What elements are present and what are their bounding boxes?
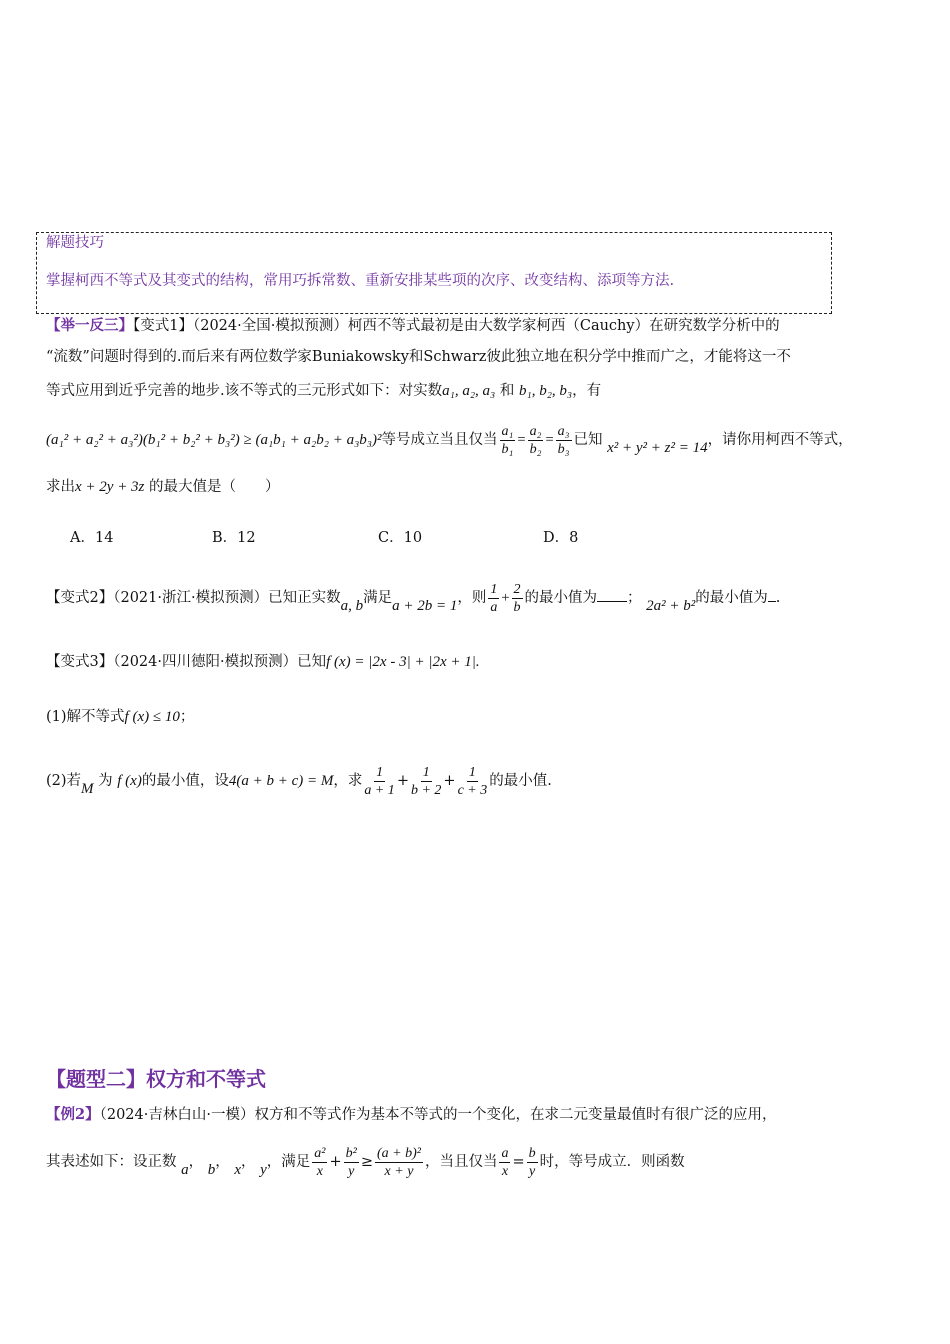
cauchy-inequality: (a₁² + a₂² + a₃²)(b₁² + b₂² + b₃²) ≥ (a₁b₁ + a₂b₂ + a₃b₃)² bbox=[46, 432, 382, 448]
fraction bbox=[488, 581, 499, 616]
v1-text: ，请你用柯西不等式， bbox=[707, 432, 853, 448]
v2-text: 的最小值为 bbox=[524, 590, 598, 606]
numerator: 1 bbox=[376, 764, 384, 780]
v3-text: (1)解不等式 bbox=[46, 709, 125, 725]
v3-part2: (2)若M 为 f (x)的最小值，设4(a + b + c) = M，求 $\frac{1}{a + 1}$ + $\frac{1}{b + 2}$ + $\frac{1}{c + 3}$ 的最小值. bbox=[46, 764, 552, 798]
numerator: a₁ bbox=[501, 423, 514, 439]
denominator: y bbox=[529, 1163, 536, 1179]
fraction bbox=[499, 1145, 510, 1180]
fraction bbox=[375, 1145, 423, 1180]
denominator: b + 2 bbox=[410, 782, 442, 798]
ex2-source: （2024·吉林白山·一模） bbox=[99, 1107, 255, 1123]
v3-label: 【变式3】 bbox=[46, 654, 114, 670]
ex2-text: ， bbox=[241, 1154, 256, 1170]
numerator: a₃ bbox=[557, 423, 570, 439]
fraction bbox=[527, 1145, 538, 1180]
math: x² + y² + z² = 14 bbox=[607, 440, 708, 456]
answer-blank[interactable] bbox=[597, 587, 627, 602]
v3-text: 已知 bbox=[297, 654, 327, 670]
math: a₁, a₂, a₃ bbox=[442, 383, 496, 399]
option-b[interactable]: B．12 bbox=[212, 530, 256, 546]
numerator: b² bbox=[345, 1145, 357, 1161]
math: a + 2b = 1 bbox=[392, 598, 458, 614]
math: 2a² + b² bbox=[646, 598, 696, 614]
v1-text: 求出 bbox=[46, 479, 75, 495]
ex2-line2: 其表述如下：设正数 a， b， x， y，满足 $\frac{\text{a²}}{x}$ + $\frac{\text{b²}}{y}$ ≥ $\frac{\text{(a + b)²}}{x + y}$ ，当且仅当 $\frac{a}{x}$ = $\frac{b}{y}$ 时，等号成立．则函数 bbox=[46, 1145, 685, 1179]
v3-text: (2)若 bbox=[46, 773, 82, 789]
fraction bbox=[500, 423, 516, 458]
denominator: x bbox=[316, 1163, 323, 1179]
v1-text: ，有 bbox=[572, 383, 602, 399]
math: x bbox=[234, 1162, 241, 1178]
tips-body: 掌握柯西不等式及其变式的结构，常用巧拆常数、重新安排某些项的次序、改变结构、添项等方法. bbox=[46, 273, 675, 289]
numerator: a² bbox=[314, 1145, 326, 1161]
numerator: b bbox=[528, 1145, 536, 1161]
v1-line4 bbox=[46, 420, 853, 460]
denominator: a + 1 bbox=[364, 782, 395, 798]
v1-text: 柯西不等式最初是由大数学家柯西（Cauchy）在研究数学分析中的 bbox=[347, 318, 780, 334]
denominator: y bbox=[348, 1163, 355, 1179]
math: y bbox=[260, 1162, 267, 1178]
numerator: (a + b)² bbox=[377, 1145, 421, 1161]
ex2-line1 bbox=[46, 1105, 776, 1125]
numerator: 1 bbox=[468, 764, 476, 780]
v2-line bbox=[46, 578, 780, 618]
ex2-text: 其表述如下：设正数 bbox=[46, 1154, 177, 1170]
denominator: b bbox=[513, 599, 521, 615]
tips-title: 解题技巧 bbox=[46, 235, 104, 251]
denominator: c + 3 bbox=[457, 782, 488, 798]
fraction bbox=[312, 1145, 327, 1180]
v1-line1 bbox=[46, 316, 780, 336]
fraction bbox=[411, 764, 441, 799]
numerator: 1 bbox=[422, 764, 430, 780]
v2-text: ； bbox=[627, 590, 642, 606]
v3-line bbox=[46, 652, 480, 672]
v2-source: （2021·浙江·模拟预测） bbox=[113, 590, 269, 606]
v3-part1 bbox=[46, 707, 194, 727]
v1-text: 等式应用到近乎完善的地步.该不等式的三元形式如下：对实数 bbox=[46, 383, 443, 399]
math: f (x) ≤ 10 bbox=[124, 709, 180, 725]
numerator: a₂ bbox=[529, 423, 542, 439]
v1-label: 【变式1】 bbox=[133, 318, 193, 334]
math: 4(a + b + c) = M bbox=[228, 773, 334, 789]
fraction bbox=[528, 423, 544, 458]
math: x + 2y + 3z bbox=[75, 479, 145, 495]
v2-text: ，则 bbox=[457, 590, 487, 606]
option-c[interactable]: C．10 bbox=[378, 530, 423, 546]
fraction bbox=[344, 1145, 359, 1180]
fraction bbox=[512, 581, 523, 616]
numerator: 1 bbox=[490, 581, 498, 597]
v3-source: （2024·四川德阳·模拟预测） bbox=[113, 654, 298, 670]
v2-text: 的最小值为 bbox=[695, 590, 768, 606]
math: b₁, b₂, b₃ bbox=[518, 383, 573, 399]
math: f (x) = |2x - 3| + |2x + 1|. bbox=[326, 654, 480, 670]
fraction bbox=[364, 764, 394, 799]
v1-text: 已知 bbox=[573, 432, 603, 448]
v1-source: （2024·全国·模拟预测） bbox=[192, 318, 348, 334]
fraction bbox=[458, 764, 488, 799]
math: ≥ bbox=[360, 1154, 373, 1170]
fraction bbox=[556, 423, 572, 458]
math: = bbox=[517, 432, 526, 448]
v3-text: 的最小值. bbox=[489, 773, 552, 789]
ex2-text: ， bbox=[215, 1154, 230, 1170]
ex2-text: ， bbox=[188, 1154, 204, 1170]
math: M bbox=[81, 781, 94, 797]
option-a[interactable]: A．14 bbox=[70, 530, 114, 546]
v3-text: ，求 bbox=[333, 773, 363, 789]
math: + bbox=[501, 590, 510, 606]
numerator: 2 bbox=[513, 581, 521, 597]
math: b bbox=[207, 1162, 216, 1178]
ex2-label: 【例2】 bbox=[46, 1106, 100, 1123]
option-d[interactable]: D．8 bbox=[543, 530, 579, 546]
v1-line2: “流数”问题时得到的.而后来有两位数学家Buniakowsky和Schwarz彼此独立地在积分学中推而广之，才能将这一不 bbox=[46, 349, 791, 365]
math: a, b bbox=[340, 598, 364, 614]
v3-text: ； bbox=[179, 709, 195, 725]
denominator: x bbox=[501, 1163, 509, 1179]
ex2-text: ，满足 bbox=[266, 1154, 311, 1170]
numerator: a bbox=[501, 1145, 509, 1161]
math: a bbox=[181, 1162, 189, 1178]
denominator: b₃ bbox=[557, 441, 570, 457]
v1-tag: 【举一反三】 bbox=[46, 317, 133, 334]
v1-line5 bbox=[46, 477, 280, 497]
v2-text: . bbox=[775, 590, 781, 606]
answer-blank[interactable] bbox=[768, 587, 776, 602]
section-title: 【题型二】权方和不等式 bbox=[46, 1067, 266, 1091]
v1-text: 等号成立当且仅当 bbox=[381, 432, 498, 448]
math: f (x) bbox=[117, 773, 142, 789]
v2-text: 已知正实数 bbox=[268, 590, 341, 606]
v2-text: 满足 bbox=[363, 590, 393, 606]
v1-line3 bbox=[46, 381, 601, 401]
denominator: x + y bbox=[384, 1163, 414, 1179]
ex2-text: 时，等号成立．则函数 bbox=[539, 1154, 685, 1170]
v3-text: 的最小值，设 bbox=[141, 773, 229, 789]
ex2-text: ，当且仅当 bbox=[424, 1154, 498, 1170]
math: = bbox=[545, 432, 554, 448]
denominator: b₁ bbox=[501, 441, 514, 457]
v2-label: 【变式2】 bbox=[46, 590, 114, 606]
v1-text: 的最大值是（ ） bbox=[149, 479, 280, 495]
denominator: b₂ bbox=[529, 441, 542, 457]
v1-text: 和 bbox=[499, 383, 515, 399]
denominator: a bbox=[490, 599, 498, 615]
ex2-text: 权方和不等式作为基本不等式的一个变化，在求二元变量最值时有很广泛的应用， bbox=[254, 1107, 777, 1123]
v3-text: 为 bbox=[98, 773, 113, 789]
